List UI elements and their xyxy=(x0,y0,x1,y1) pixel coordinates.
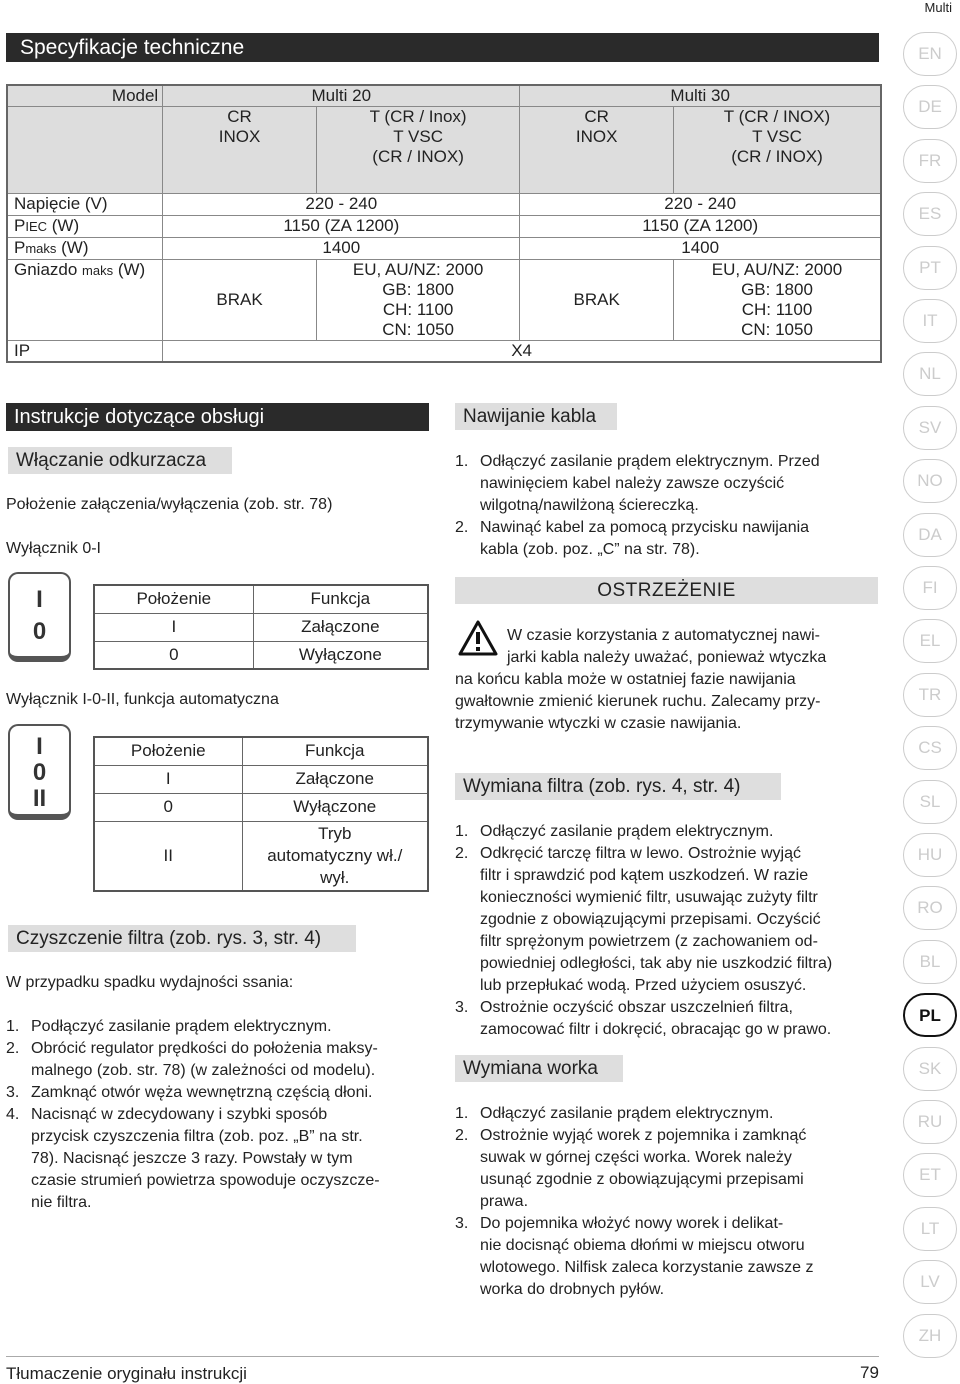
list-item: 2. Ostrożnie wyjąć worek z pojemnika i zamknąć suwak w górnej części worka. Worek należy usunąć zgodnie z obowiązującymi przepisami prawa. xyxy=(455,1127,807,1210)
list-item: 1. Odłączyć zasilanie prądem elektrycznym. xyxy=(455,1105,774,1122)
language-tab-sk[interactable]: SK xyxy=(903,1047,957,1091)
voltage-20: 220 - 240 xyxy=(163,194,520,216)
list-item: 2. Odkręcić tarczę filtra w lewo. Ostrożnie wyjąć filtr i sprawdzić pod kątem uszkodzeń. W razie konieczności wymienić filtr, usuwając zużyty filtr zgodnie z obowiązującymi przepisami. Oczyścić filtr sprężonym powietrzem (z zachowaniem od- powiedniej odległości, tak aby nie uszkodzić filtra) lub przepłukać wodą. Przed użyciem osuszyć. xyxy=(455,845,833,994)
socket-30: EU, AU/NZ: 2000 GB: 1800 CH: 1100 CN: 1050 xyxy=(674,260,882,341)
footer-text: Tłumaczenie oryginału instrukcji xyxy=(6,1364,247,1383)
spec-table xyxy=(6,84,882,363)
language-tab-fr[interactable]: FR xyxy=(903,139,957,183)
language-tab-da[interactable]: DA xyxy=(903,513,957,557)
cr20-label: CR xyxy=(227,107,252,127)
switch2-icon: I 0 II xyxy=(8,724,71,820)
switch-on-heading: Włączanie odkurzacza xyxy=(8,447,232,474)
filter-replace-steps xyxy=(455,821,885,1041)
language-tab-es[interactable]: ES xyxy=(903,192,957,236)
ip-label: IP xyxy=(7,341,163,363)
piec-30: 1150 (ZA 1200) xyxy=(520,216,881,238)
language-tab-tr[interactable]: TR xyxy=(903,673,957,717)
t20-label: T (CR / Inox) xyxy=(369,107,467,127)
tvsc30-label: T VSC xyxy=(752,127,802,147)
operation-heading: Instrukcje dotyczące obsługi xyxy=(6,403,429,431)
warning-heading: OSTRZEŻENIE xyxy=(455,577,878,604)
switch1-table: Położenie Funkcja I Załączone 0 Wyłączone xyxy=(93,584,429,670)
language-tab-fi[interactable]: FI xyxy=(903,566,957,610)
position-note: Położenie załączenia/wyłączenia (zob. str. 78) xyxy=(6,496,333,513)
language-tab-bl[interactable]: BL xyxy=(903,940,957,984)
crinox30-label: (CR / INOX) xyxy=(731,147,823,167)
list-item: 3. Ostrożnie oczyścić obszar uszczelnień filtra, zamocować filtr i dokręcić, obracając go w prawo. xyxy=(455,999,832,1038)
cable-steps xyxy=(455,451,885,561)
filter-clean-heading: Czyszczenie filtra (zob. rys. 3, str. 4) xyxy=(8,925,356,952)
brak-20: BRAK xyxy=(163,260,317,341)
cable-heading: Nawijanie kabla xyxy=(455,403,617,430)
cr30-label: CR xyxy=(584,107,609,127)
list-item: 3. Zamknąć otwór węża wewnętrzną częścią dłoni. xyxy=(6,1084,373,1101)
pmaks-30: 1400 xyxy=(520,238,881,260)
language-tab-ro[interactable]: RO xyxy=(903,886,957,930)
brand-label: Multi xyxy=(924,0,952,15)
list-item: 1. Odłączyć zasilanie prądem elektrycznym. xyxy=(455,823,774,840)
switch2-table: Położenie Funkcja I Załączone 0 Wyłączone II Tryb automatyczny wł./ wył. xyxy=(93,736,429,892)
switch1-icon: I 0 xyxy=(8,572,71,662)
language-tab-de[interactable]: DE xyxy=(903,85,957,129)
language-tab-it[interactable]: IT xyxy=(903,299,957,343)
pmaks-20: 1400 xyxy=(163,238,520,260)
language-tab-sv[interactable]: SV xyxy=(903,406,957,450)
language-tab-el[interactable]: EL xyxy=(903,619,957,663)
bag-steps xyxy=(455,1103,885,1301)
list-item: 2. Obrócić regulator prędkości do położenia maksy- malnego (zob. str. 78) (w zależności od modelu). xyxy=(6,1040,378,1079)
switch2-label: Wyłącznik I-0-II, funkcja automatyczna xyxy=(6,691,279,708)
language-tab-hu[interactable]: HU xyxy=(903,833,957,877)
list-item: 3. Do pojemnika włożyć nowy worek i delikat- nie docisnąć obiema dłońmi w miejscu otworu wlotowego. Nilfisk zaleca korzystanie zawsze z worka do drobnych pyłów. xyxy=(455,1215,814,1298)
list-item: 1. Odłączyć zasilanie prądem elektrycznym. Przed nawinięciem kabel należy zawsze oczyścić wilgotną/nawilżoną ściereczką. xyxy=(455,453,820,514)
piec-label: PIEC (W) xyxy=(7,216,163,238)
filter-replace-heading: Wymiana filtra (zob. rys. 4, str. 4) xyxy=(455,773,781,800)
language-tab-lt[interactable]: LT xyxy=(903,1207,957,1251)
page-number: 79 xyxy=(860,1363,879,1382)
language-tab-no[interactable]: NO xyxy=(903,459,957,503)
language-tab-nl[interactable]: NL xyxy=(903,352,957,396)
multi30-header: Multi 30 xyxy=(520,85,881,107)
language-tab-et[interactable]: ET xyxy=(903,1153,957,1197)
language-tab-cs[interactable]: CS xyxy=(903,726,957,770)
piec-20: 1150 (ZA 1200) xyxy=(163,216,520,238)
inox30-label: INOX xyxy=(575,127,618,147)
language-tab-ru[interactable]: RU xyxy=(903,1100,957,1144)
crinox20-label: (CR / INOX) xyxy=(372,147,464,167)
filter-clean-steps xyxy=(6,1016,436,1214)
model-label: Model xyxy=(7,85,163,107)
bag-heading: Wymiana worka xyxy=(455,1055,623,1082)
voltage-30: 220 - 240 xyxy=(520,194,881,216)
socket-20: EU, AU/NZ: 2000 GB: 1800 CH: 1100 CN: 1050 xyxy=(316,260,520,341)
language-tab-pl[interactable]: PL xyxy=(903,993,957,1037)
spec-title: Specyfikacje techniczne xyxy=(6,33,879,62)
warning-text-rest: na końcu kabla może w ostatniej fazie nawijania gwałtownie zmienić kierunek ruchu. Zalecamy przy- trzymywanie wtyczki w czasie nawijania. xyxy=(455,671,821,732)
list-item: 4. Nacisnąć w zdecydowany i szybki sposób przycisk czyszczenia filtra (zob. poz. „B” na str. 78). Nacisnąć jeszcze 3 razy. Powstały w tym czasie strumień powietrza spowoduje oczyszcze- nie filtra. xyxy=(6,1106,380,1211)
tvsc20-label: T VSC xyxy=(393,127,443,147)
filter-clean-intro: W przypadku spadku wydajności ssania: xyxy=(6,974,294,991)
t30-label: T (CR / INOX) xyxy=(723,107,831,127)
language-tab-zh[interactable]: ZH xyxy=(903,1314,957,1358)
list-item: 2. Nawinąć kabel za pomocą przycisku nawijania kabla (zob. poz. „C” na str. 78). xyxy=(455,519,810,558)
inox20-label: INOX xyxy=(218,127,261,147)
ip-value: X4 xyxy=(163,341,881,363)
voltage-label: Napięcie (V) xyxy=(7,194,163,216)
switch1-label: Wyłącznik 0-I xyxy=(6,540,101,557)
socket-label: Gniazdo maks (W) xyxy=(7,260,163,341)
pmaks-label: Pmaks (W) xyxy=(7,238,163,260)
warning-icon xyxy=(458,620,498,656)
language-tab-pt[interactable]: PT xyxy=(903,246,957,290)
list-item: 1. Podłączyć zasilanie prądem elektrycznym. xyxy=(6,1018,332,1035)
language-tab-lv[interactable]: LV xyxy=(903,1260,957,1304)
language-tab-en[interactable]: EN xyxy=(903,32,957,76)
warning-text-first: W czasie korzystania z automatycznej nawi- jarki kabla należy uważać, ponieważ wtyczka xyxy=(507,627,827,666)
language-tab-sl[interactable]: SL xyxy=(903,780,957,824)
brak-30: BRAK xyxy=(520,260,674,341)
multi20-header: Multi 20 xyxy=(163,85,520,107)
footer-divider xyxy=(6,1356,879,1357)
